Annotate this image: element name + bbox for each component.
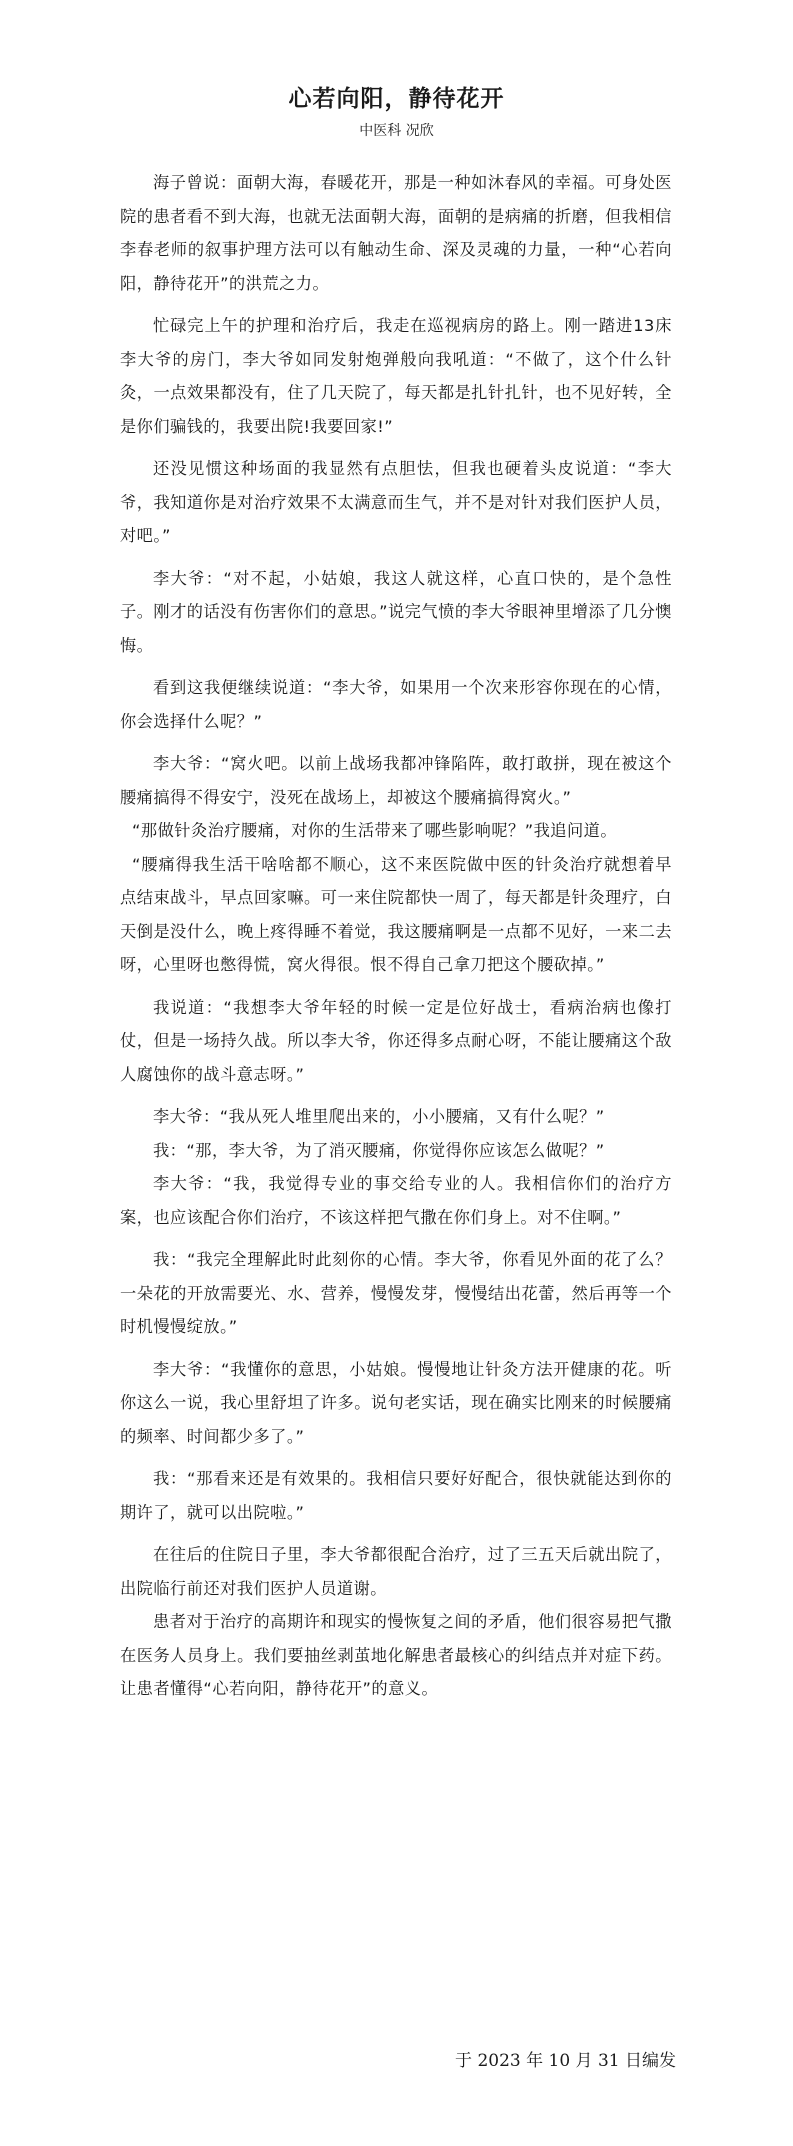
paragraph: 我：“那看来还是有效果的。我相信只要好好配合，很快就能达到你的期许了，就可以出院啦。” <box>120 1469 672 1522</box>
paragraph: 患者对于治疗的高期许和现实的慢恢复之间的矛盾，他们很容易把气撒在医务人员身上。我们要抽丝剥茧地化解患者最核心的纠结点并对症下药。让患者懂得“心若向阳，静待花开”的意义。 <box>120 1612 672 1698</box>
paragraph: 在往后的住院日子里，李大爷都很配合治疗，过了三五天后就出院了，出院临行前还对我们医护人员道谢。 <box>120 1545 672 1598</box>
paragraph: 我说道：“我想李大爷年轻的时候一定是位好战士，看病治病也像打仗，但是一场持久战。所以李大爷，你还得多点耐心呀，不能让腰痛这个敌人腐蚀你的战斗意志呀。” <box>120 997 672 1084</box>
paragraph: 李大爷：“对不起，小姑娘，我这人就这样，心直口快的，是个急性子。刚才的话没有伤害你们的意思。”说完气愤的李大爷眼神里增添了几分懊悔。 <box>120 568 672 655</box>
paragraph: 李大爷：“我从死人堆里爬出来的，小小腰痛，又有什么呢？” <box>153 1107 605 1126</box>
paragraph: 李大爷：“窝火吧。以前上战场我都冲锋陷阵，敢打敢拼，现在被这个腰痛搞得不得安宁，没死在战场上，却被这个腰痛搞得窝火。” <box>120 754 672 807</box>
paragraph: “那做针灸治疗腰痛，对你的生活带来了哪些影响呢？”我追问道。 <box>132 821 618 840</box>
paragraph: 我：“那，李大爷，为了消灭腰痛，你觉得你应该怎么做呢？” <box>153 1140 605 1160</box>
article-body <box>120 166 672 1706</box>
article-author: 中医科 况欣 <box>359 123 434 139</box>
paragraph: “腰痛得我生活干啥啥都不顺心，这不来医院做中医的针灸治疗就想着早点结束战斗，早点回家嘛。可一来住院都快一周了，每天都是针灸理疗，白天倒是没什么，晚上疼得睡不着觉，我这腰痛啊是一点都不见好，一来二去呀，心里呀也憋得慌，窝火得很。恨不得自己拿刀把这个腰砍掉。” <box>120 854 672 974</box>
paragraph: 海子曾说：面朝大海，春暖花开，那是一种如沐春风的幸福。可身处医院的患者看不到大海，也就无法面朝大海，面朝的是病痛的折磨，但我相信李春老师的叙事护理方法可以有触动生命、深及灵魂的力量，一种“心若向阳，静待花开”的洪荒之力。 <box>120 173 672 293</box>
article-title: 心若向阳，静待花开 <box>288 86 505 112</box>
paragraph: 我：“我完全理解此时此刻你的心情。李大爷，你看见外面的花了么？一朵花的开放需要光、水、营养，慢慢发芽，慢慢结出花蕾，然后再等一个时机慢慢绽放。” <box>120 1250 672 1336</box>
paragraph: 李大爷：“我懂你的意思，小姑娘。慢慢地让针灸方法开健康的花。听你这么一说，我心里舒坦了许多。说句老实话，现在确实比刚来的时候腰痛的频率、时间都少多了。” <box>120 1359 672 1446</box>
paragraph: 还没见惯这种场面的我显然有点胆怯，但我也硬着头皮说道：“李大爷，我知道你是对治疗效果不太满意而生气，并不是对针对我们医护人员，对吧。” <box>120 459 672 545</box>
publish-date: 于 2023 年 10 月 31 日编发 <box>455 2051 676 2071</box>
paragraph: 看到这我便继续说道：“李大爷，如果用一个次来形容你现在的心情，你会选择什么呢？” <box>120 678 672 731</box>
paragraph: 忙碌完上午的护理和治疗后，我走在巡视病房的路上。刚一踏进13床李大爷的房门，李大爷如同发射炮弹般向我吼道：“不做了，这个什么针灸，一点效果都没有，住了几天院了，每天都是扎针扎针，也不见好转，全是你们骗钱的，我要出院!我要回家!” <box>120 316 672 436</box>
paragraph: 李大爷：“我，我觉得专业的事交给专业的人。我相信你们的治疗方案，也应该配合你们治疗，不该这样把气撒在你们身上。对不住啊。” <box>120 1174 672 1227</box>
